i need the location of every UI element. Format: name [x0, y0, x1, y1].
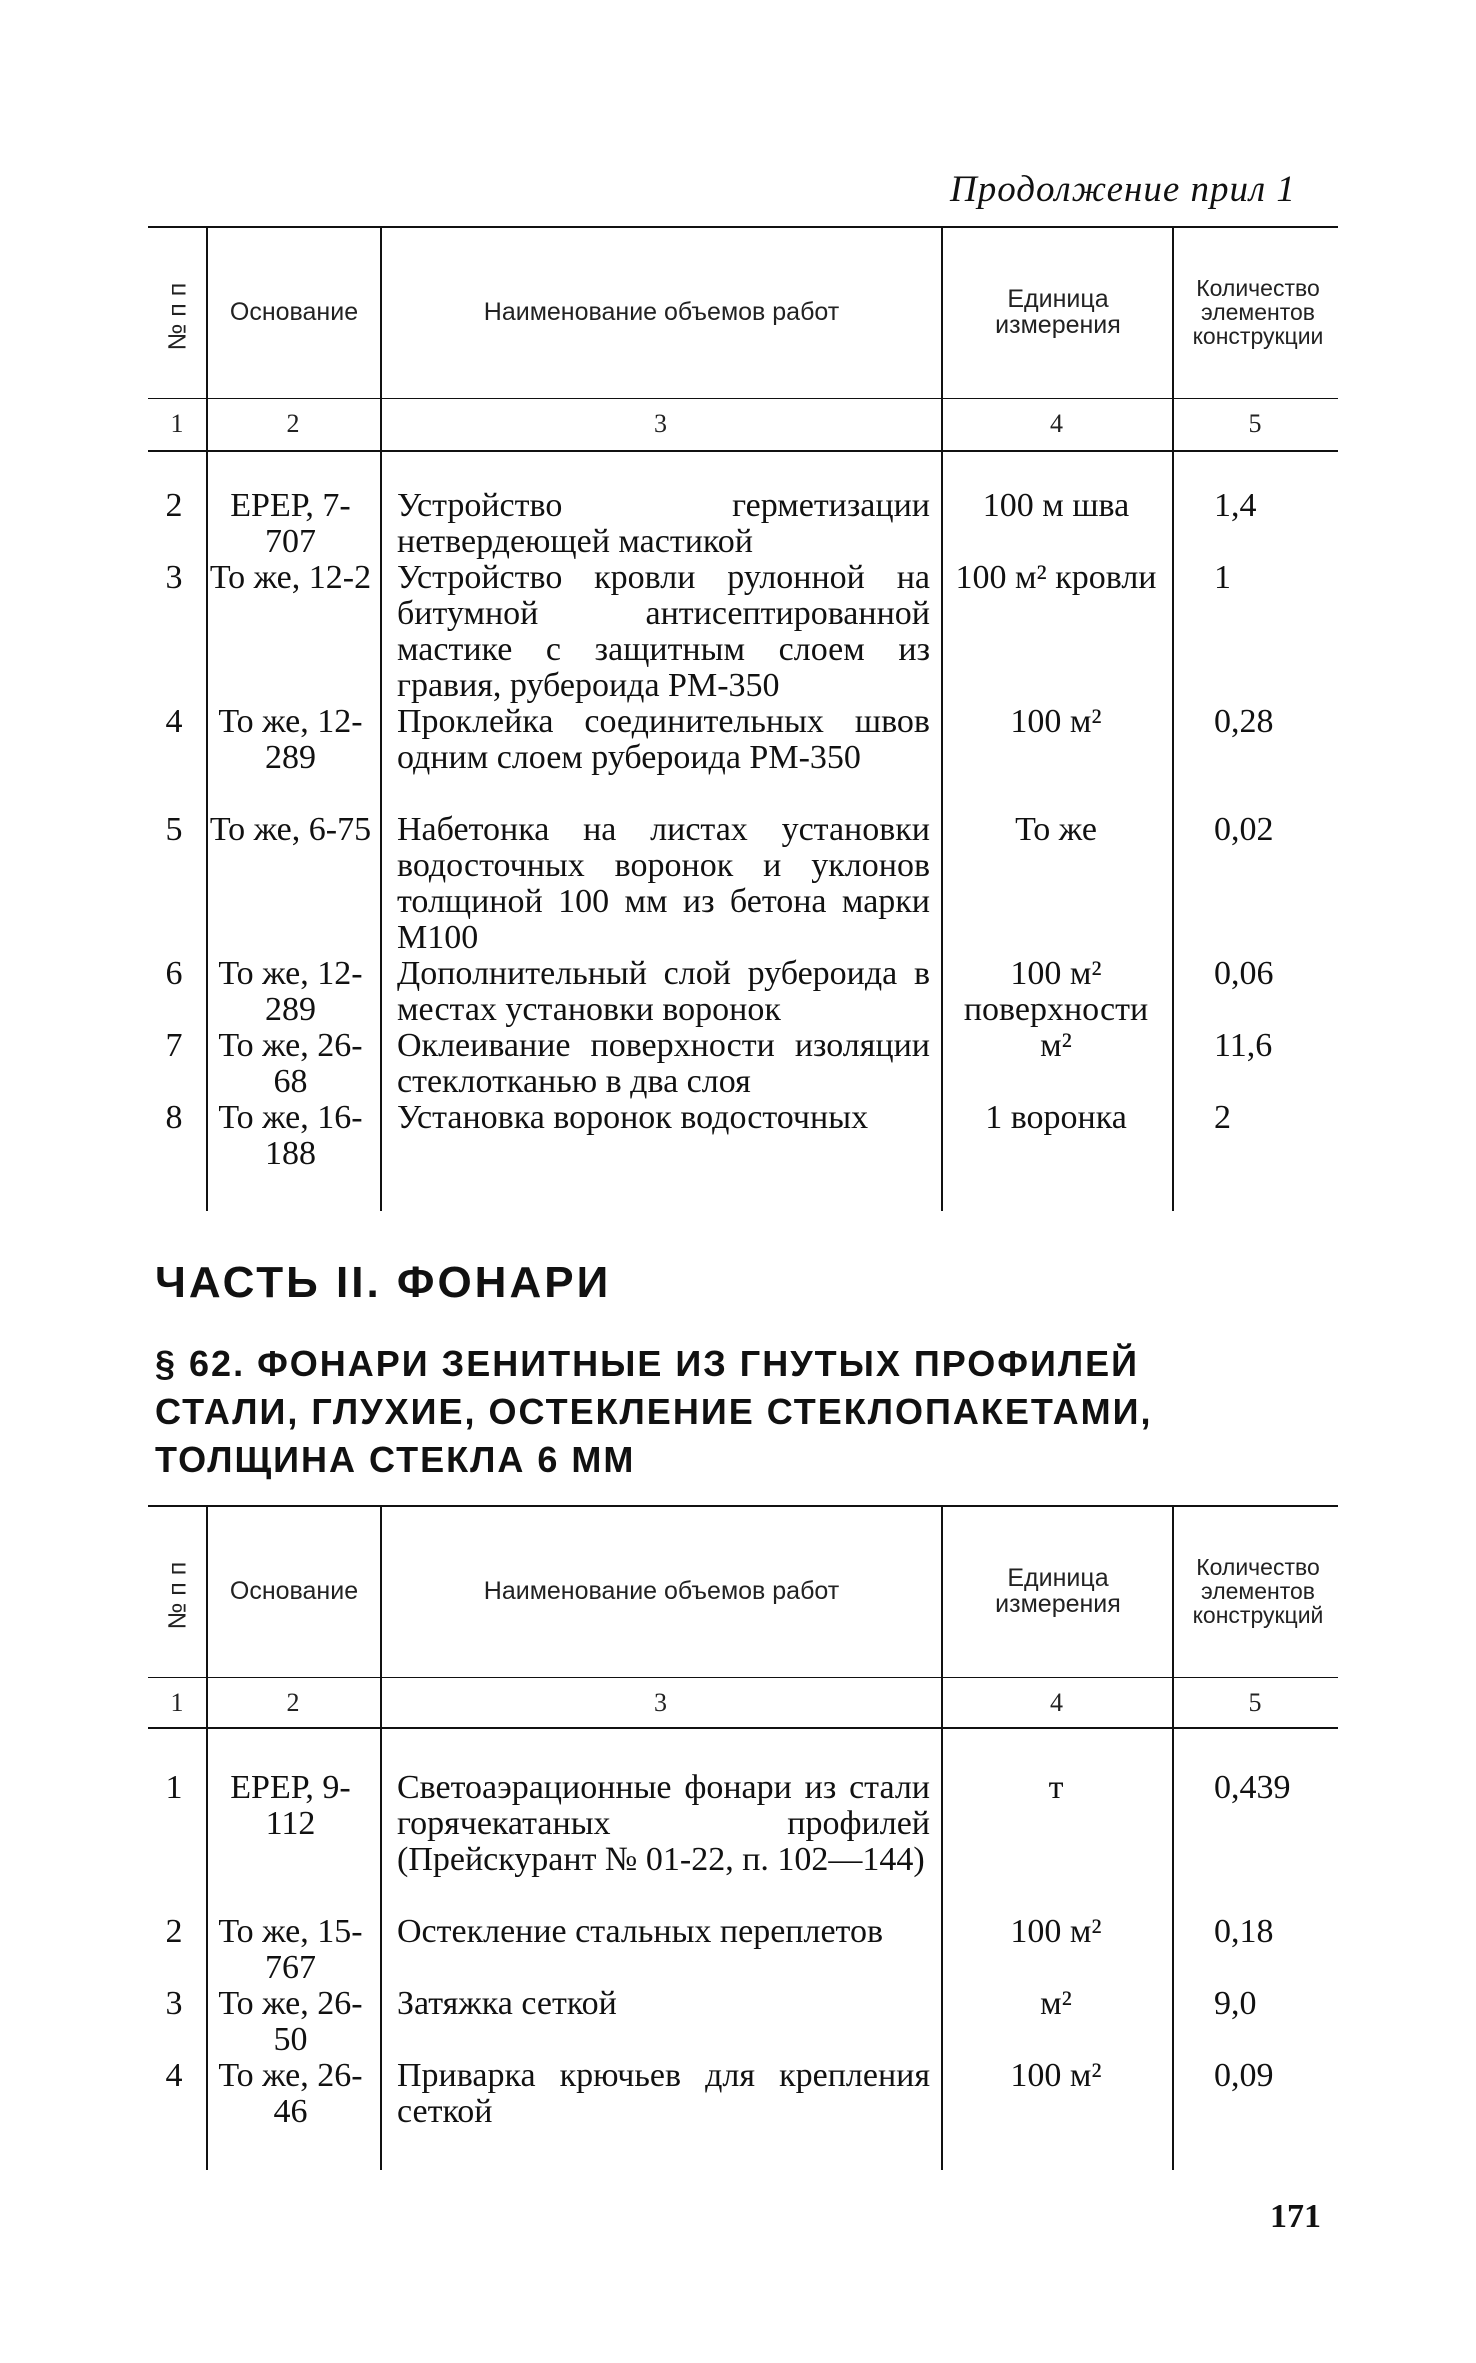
row-basis: То же, 6-75 [209, 811, 372, 848]
row-basis: ЕРЕР, 9-112 [230, 1769, 351, 1842]
row-unit: 100 м² поверхности [963, 955, 1149, 1028]
row-unit: 100 м² кровли [955, 559, 1157, 596]
header-basis: Основание [229, 297, 359, 326]
row-unit: То же [1015, 811, 1097, 848]
row-qty: 0,09 [1214, 2057, 1274, 2094]
row-number: 3 [165, 559, 183, 596]
header-basis: Основание [229, 1576, 359, 1605]
row-qty: 0,18 [1214, 1913, 1274, 1950]
row-unit: м² [1040, 1985, 1072, 2022]
row-unit: 1 воронка [985, 1099, 1127, 1136]
row-qty: 0,02 [1214, 811, 1274, 848]
colnum-4: 4 [1050, 409, 1063, 438]
row-name: Набетонка на листах установки водосточных воронок и уклонов толщиной 100 мм из бетона марки М100 [397, 811, 930, 956]
row-unit: т [1048, 1769, 1064, 1806]
row-number: 8 [165, 1099, 183, 1136]
row-name: Светоаэрационные фонари из стали горячекатаных профилей (Прейскурант № 01-22, п. 102—144) [397, 1769, 930, 1878]
row-unit: 100 м² [1010, 2057, 1102, 2094]
row-unit: м² [1040, 1027, 1072, 1064]
row-basis: То же, 26-50 [218, 1985, 363, 2058]
row-qty: 2 [1214, 1099, 1231, 1136]
colnum-5: 5 [1248, 1688, 1262, 1717]
row-name: Затяжка сеткой [397, 1985, 617, 2022]
row-number: 6 [165, 955, 183, 992]
row-basis: То же, 15-767 [218, 1913, 363, 1986]
row-name: Устройство герметизации нетвердеющей мастикой [397, 487, 930, 560]
row-unit: 100 м шва [982, 487, 1130, 524]
colnum-1: 1 [170, 1688, 184, 1717]
colnum-4: 4 [1050, 1688, 1063, 1717]
colnum-3: 3 [654, 409, 667, 438]
row-unit: 100 м² [1010, 1913, 1102, 1950]
row-name: Проклейка соединительных швов одним слоем рубероида РМ-350 [397, 703, 930, 776]
table-2 [148, 1505, 1338, 2170]
row-qty: 9,0 [1214, 1985, 1257, 2022]
header-unit: Единица измерения [995, 1563, 1121, 1618]
row-number: 1 [165, 1769, 183, 1806]
row-name: Оклеивание поверхности изоляции стеклотканью в два слоя [397, 1027, 930, 1100]
header-qty: Количество элементов конструкций [1192, 1553, 1324, 1629]
header-unit: Единица измерения [995, 284, 1121, 339]
row-qty: 1 [1214, 559, 1231, 596]
table-1 [148, 226, 1338, 1211]
row-number: 7 [165, 1027, 183, 1064]
row-basis: То же, 12-2 [209, 559, 372, 596]
row-qty: 0,06 [1214, 955, 1274, 992]
colnum-5: 5 [1248, 409, 1262, 438]
header-npp: № п п [163, 282, 192, 351]
header-qty: Количество элементов конструкции [1192, 274, 1324, 350]
row-name: Установка воронок водосточных [397, 1099, 869, 1136]
header-npp: № п п [163, 1561, 192, 1630]
row-qty: 1,4 [1214, 487, 1257, 524]
row-number: 2 [165, 487, 183, 524]
row-name: Остекление стальных переплетов [397, 1913, 884, 1950]
page-number: 171 [1270, 2198, 1321, 2235]
colnum-2: 2 [286, 1688, 300, 1717]
row-unit: 100 м² [1010, 703, 1102, 740]
row-number: 5 [165, 811, 183, 848]
row-number: 4 [165, 2057, 183, 2094]
row-basis: ЕРЕР, 7-707 [230, 487, 351, 560]
row-basis: То же, 26-68 [218, 1027, 363, 1100]
section-title: § 62. ФОНАРИ ЗЕНИТНЫЕ ИЗ ГНУТЫХ ПРОФИЛЕЙ СТАЛИ, ГЛУХИЕ, ОСТЕКЛЕНИЕ СТЕКЛОПАКЕТАМИ, ТОЛЩИНА СТЕКЛА 6 ММ [155, 1343, 1153, 1480]
row-qty: 0,439 [1214, 1769, 1291, 1806]
row-name: Приварка крючьев для крепления сеткой [397, 2057, 930, 2130]
colnum-2: 2 [286, 409, 300, 438]
row-qty: 0,28 [1214, 703, 1274, 740]
header-name: Наименование объемов работ [483, 1576, 840, 1605]
colnum-1: 1 [170, 409, 184, 438]
header-name: Наименование объемов работ [483, 297, 840, 326]
row-number: 2 [165, 1913, 183, 1950]
row-basis: То же, 12-289 [218, 955, 363, 1028]
row-basis: То же, 12-289 [218, 703, 363, 776]
row-name: Дополнительный слой рубероида в местах установки воронок [397, 955, 930, 1028]
row-basis: То же, 16-188 [218, 1099, 363, 1172]
row-name: Устройство кровли рулонной на битумной антисептированной мастике с защитным слоем из гравия, рубероида РМ-350 [397, 559, 930, 704]
running-head: Продолжение прил 1 [950, 169, 1296, 210]
colnum-3: 3 [654, 1688, 667, 1717]
row-basis: То же, 26-46 [218, 2057, 363, 2130]
row-number: 3 [165, 1985, 183, 2022]
row-qty: 11,6 [1214, 1027, 1273, 1064]
row-number: 4 [165, 703, 183, 740]
part-title: ЧАСТЬ II. ФОНАРИ [155, 1258, 612, 1307]
